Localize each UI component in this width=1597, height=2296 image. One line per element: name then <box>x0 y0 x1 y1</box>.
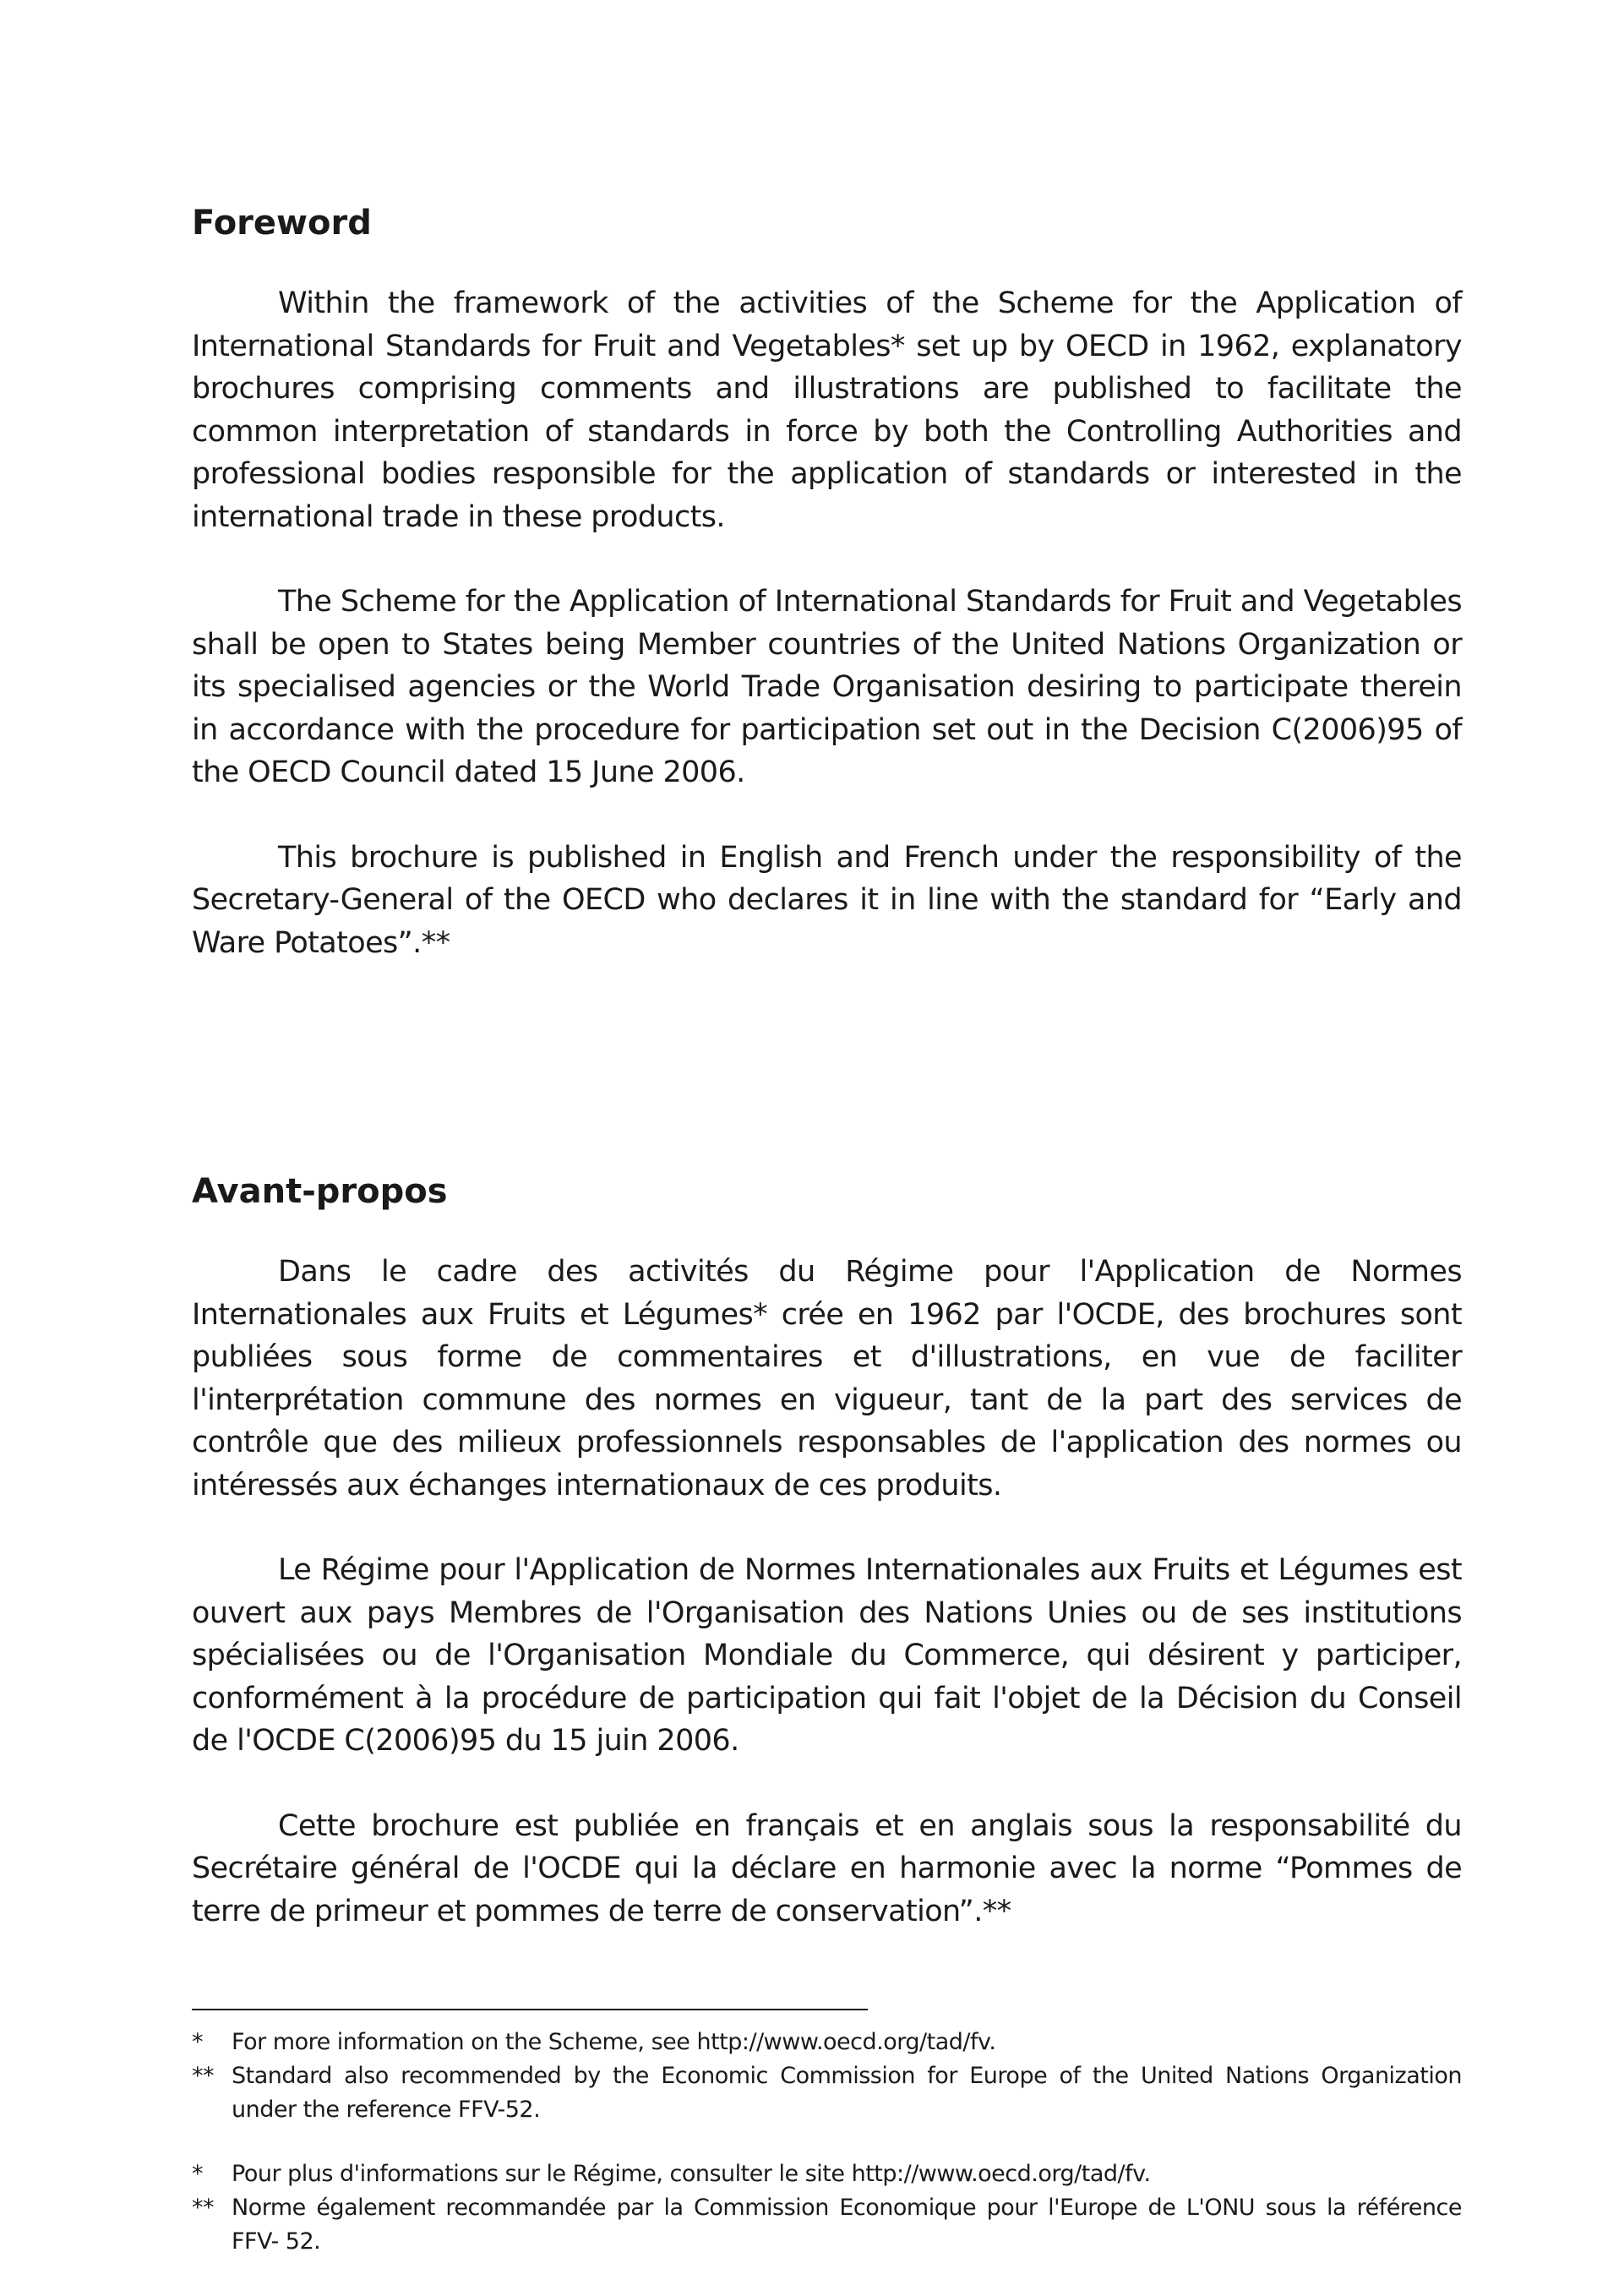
footnote-divider <box>192 2009 868 2010</box>
footnote <box>192 2191 1462 2259</box>
foreword-paragraph-3: This brochure is published in English and French under the responsibility of the Secretary-General of the OECD who declares it in line with the standard for “Early and Ware Potatoes”.** <box>192 840 1462 960</box>
avant-propos-paragraph-3: Cette brochure est publiée en français et en anglais sous la responsabilité du Secrétaire général de l'OCDE qui la déclare en harmonie avec la norme “Pommes de terre de primeur et pommes de terre de conservation”.** <box>192 1808 1462 1928</box>
foreword-heading: Foreword <box>192 204 372 243</box>
footnotes-english <box>192 2026 1462 2127</box>
footnote-text: Norme également recommandée par la Commission Economique pour l'Europe de L'ONU sous la référence FFV- 52. <box>232 2195 1462 2255</box>
avant-propos-paragraph-2: Le Régime pour l'Application de Normes Internationales aux Fruits et Légumes est ouvert aux pays Membres de l'Organisation des Nations Unies ou de ses institutions spécialisées ou de l'Organisation Mondiale du Commerce, qui désirent y participer, conformément à la procédure de participation qui fait l'objet de la Décision du Conseil de l'OCDE C(2006)95 du 15 juin 2006. <box>192 1553 1462 1758</box>
footnotes-french <box>192 2157 1462 2259</box>
footnote-mark: * <box>192 2029 203 2055</box>
footnote <box>192 2059 1462 2127</box>
footnote <box>192 2157 1462 2191</box>
footnote-text: Pour plus d'informations sur le Régime, consulter le site http://www.oecd.org/tad/fv. <box>232 2161 1151 2187</box>
footnote-mark: * <box>192 2161 203 2187</box>
footnote-mark: ** <box>192 2195 214 2221</box>
avant-propos-heading: Avant-propos <box>192 1172 448 1211</box>
document-page <box>192 203 1462 2289</box>
footnote <box>192 2026 1462 2059</box>
footnote-text: For more information on the Scheme, see http://www.oecd.org/tad/fv. <box>232 2029 996 2055</box>
footnote-text: Standard also recommended by the Economic Commission for Europe of the United Nations Organization under the reference FFV-52. <box>232 2063 1462 2123</box>
footnote-mark: ** <box>192 2063 214 2089</box>
avant-propos-section <box>192 1171 1462 1933</box>
foreword-paragraph-2: The Scheme for the Application of International Standards for Fruit and Vegetables shall be open to States being Member countries of the United Nations Organization or its specialised agencies or the World Trade Organisation desiring to participate therein in accordance with the procedure for participation set out in the Decision C(2006)95 of the OECD Council dated 15 June 2006. <box>192 585 1462 789</box>
foreword-paragraph-1: Within the framework of the activities of the Scheme for the Application of International Standards for Fruit and Vegetables* set up by OECD in 1962, explanatory brochures comprising comments and illustrations are published to facilitate the common interpretation of standards in force by both the Controlling Authorities and professional bodies responsible for the application of standards or interested in the international trade in these products. <box>192 286 1462 534</box>
foreword-section <box>192 203 1462 964</box>
avant-propos-paragraph-1: Dans le cadre des activités du Régime pour l'Application de Normes Internationales aux Fruits et Légumes* crée en 1962 par l'OCDE, des brochures sont publiées sous forme de commentaires et d'illustrations, en vue de faciliter l'interprétation commune des normes en vigueur, tant de la part des services de contrôle que des milieux professionnels responsables de l'application des normes ou intéressés aux échanges internationaux de ces produits. <box>192 1255 1462 1502</box>
section-spacer <box>192 1006 1462 1171</box>
